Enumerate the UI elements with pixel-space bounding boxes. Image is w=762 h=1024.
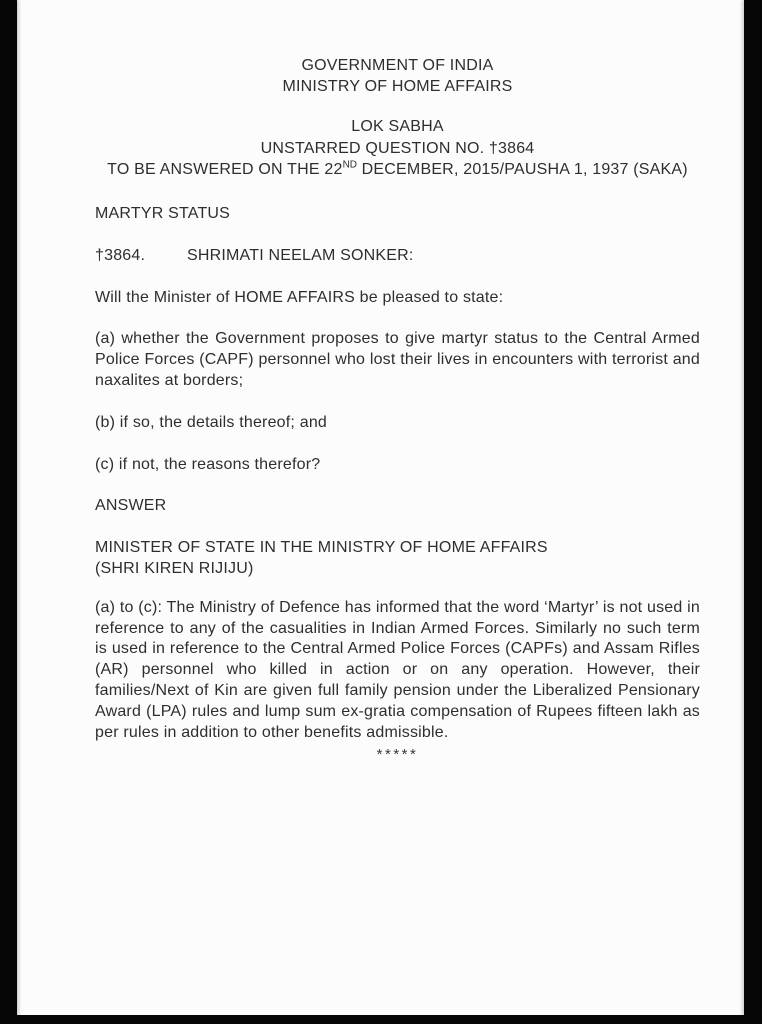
government-header [95, 55, 700, 97]
answer-date-line [95, 159, 700, 180]
question-number-line: UNSTARRED QUESTION NO. †3864 [260, 139, 535, 157]
scan-border-bottom [0, 1015, 762, 1024]
header-ministry-of-home-affairs: MINISTRY OF HOME AFFAIRS [282, 78, 513, 96]
question-part-b: (b) if so, the details thereof; and [95, 413, 328, 431]
end-of-document-marker: ***** [376, 746, 419, 764]
minister-title: MINISTER OF STATE IN THE MINISTRY OF HOME AFFAIRS [95, 539, 548, 557]
question-member-name: SHRIMATI NEELAM SONKER: [187, 246, 414, 264]
answer-heading: ANSWER [95, 497, 167, 515]
answer-body: (a) to (c): The Ministry of Defence has informed that the word ‘Martyr’ is not used in reference to any of the casualities in Indian Armed Forces. Similarly no such term is used in reference to the Central Armed Police Forces (CAPFs) and Assam Rifles (AR) personnel who killed in action or on any operation. However, their families/Next of Kin are given full family pension under the Liberalized Pensionary Award (LPA) rules and lump sum ex-gratia compensation of Rupees fifteen lakh as per rules in addition to other benefits admissible. [95, 598, 700, 741]
minister-block [95, 538, 700, 580]
answer-date-suffix: DECEMBER, 2015/PAUSHA 1, 1937 (SAKA) [357, 160, 688, 178]
question-part-a: (a) whether the Government proposes to give martyr status to the Central Armed Police Forces (CAPF) personnel who lost their lives in encounters with terrorist and naxalites at borders; [95, 330, 700, 389]
subject-line: MARTYR STATUS [95, 205, 231, 223]
answer-date-prefix: TO BE ANSWERED ON THE 22 [107, 160, 343, 178]
question-part-c: (c) if not, the reasons therefor? [95, 455, 321, 473]
header-government-of-india: GOVERNMENT OF INDIA [301, 57, 494, 74]
question-preamble: Will the Minister of HOME AFFAIRS be pleased to state: [95, 288, 504, 306]
question-number: †3864. [95, 246, 146, 264]
minister-name: (SHRI KIREN RIJIJU) [95, 559, 254, 577]
question-header-block [95, 116, 700, 180]
house-name: LOK SABHA [351, 118, 444, 136]
answer-date-ordinal: ND [342, 159, 358, 171]
question-attribution-line [95, 246, 700, 267]
